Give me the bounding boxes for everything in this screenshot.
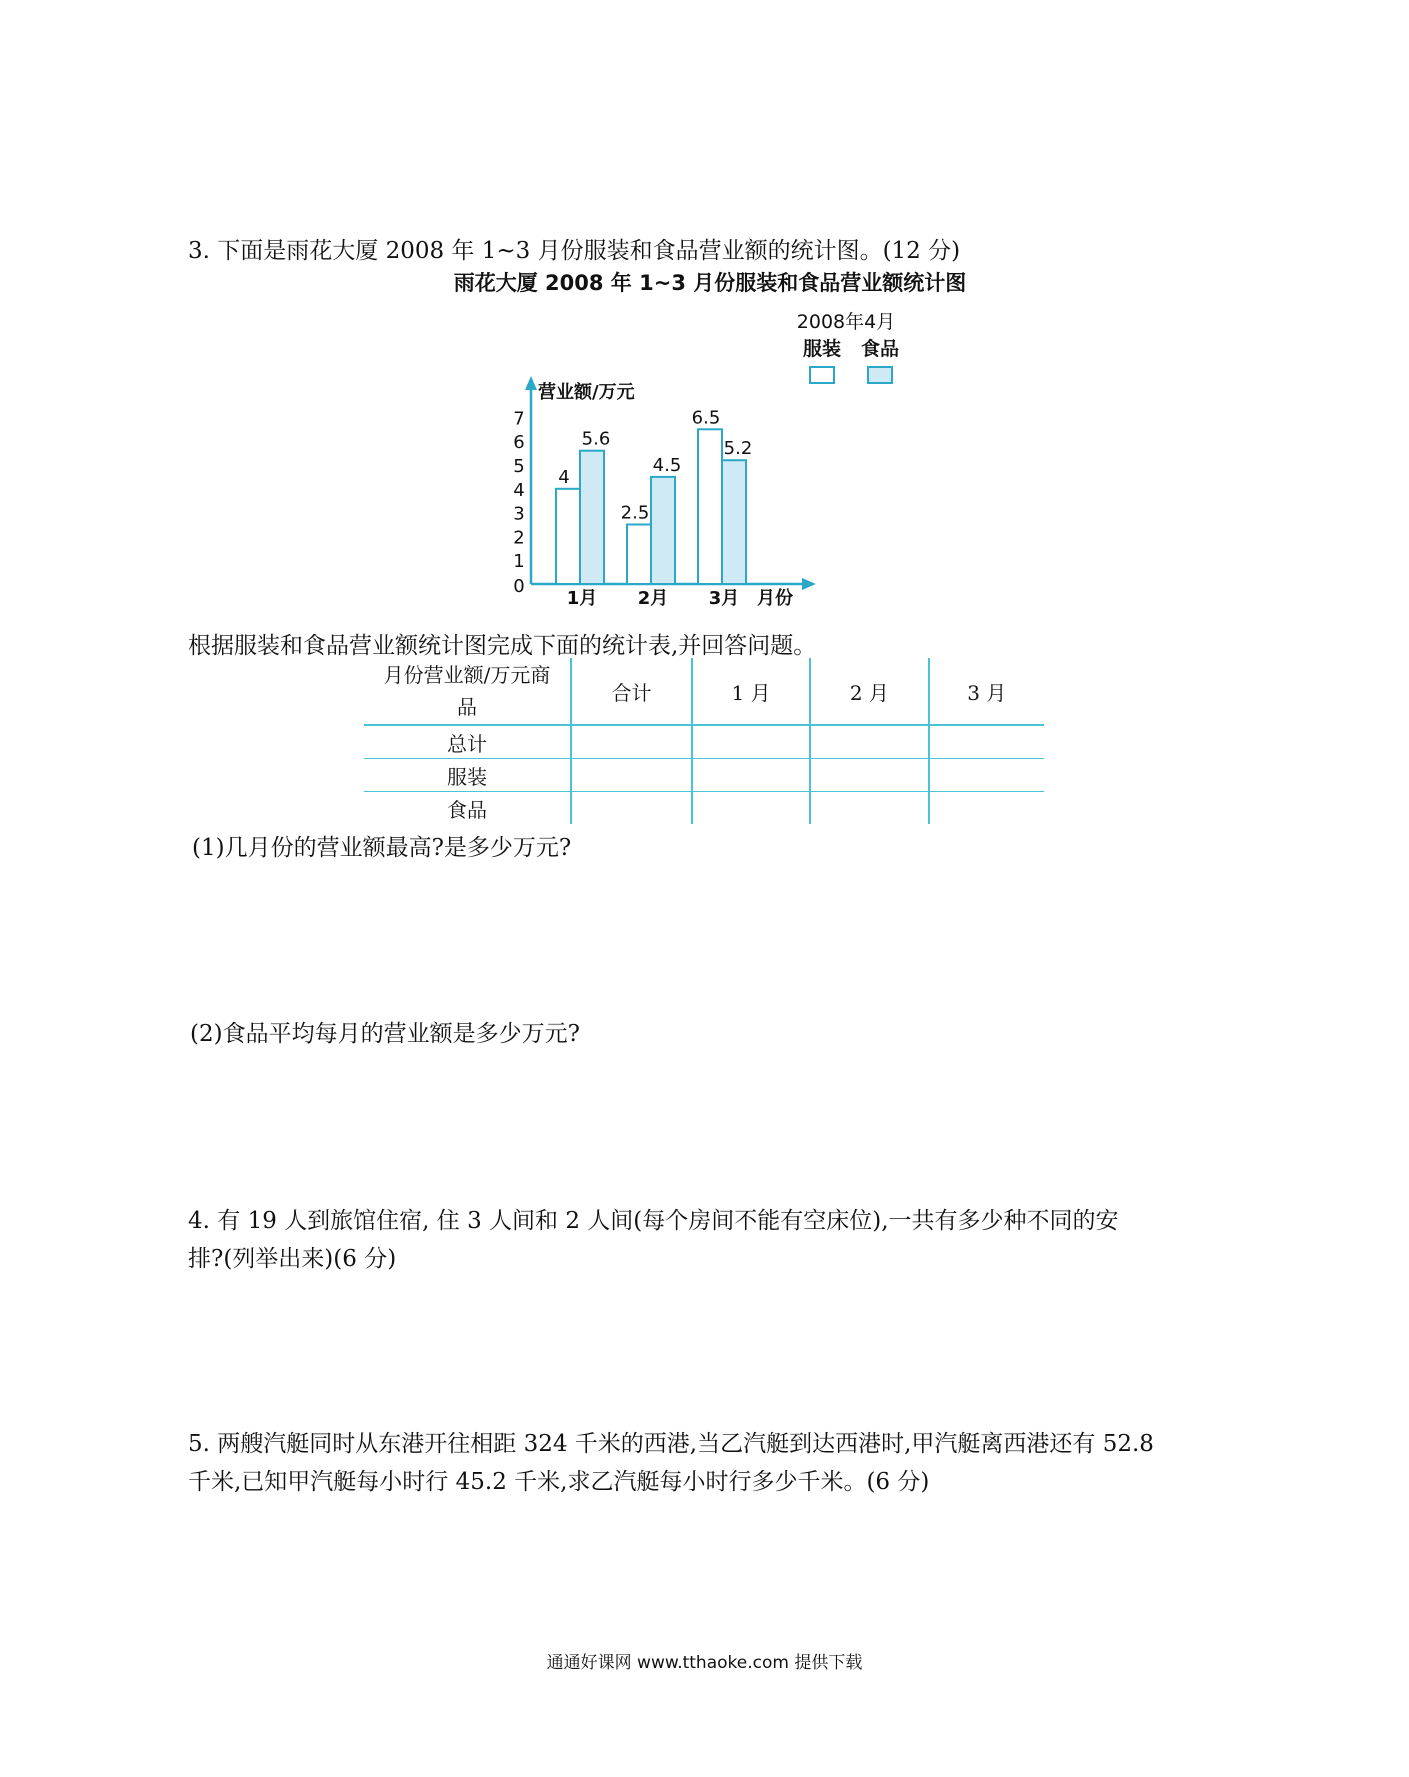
bar — [698, 429, 722, 584]
y-tick-label: 1 — [513, 551, 525, 573]
row-label-total: 总计 — [364, 725, 571, 759]
legend-date: 2008年4月 — [796, 311, 896, 333]
x-axis-categories — [567, 588, 740, 609]
header-jan: 1 月 — [692, 658, 810, 725]
question-4-line-2: 排?(列举出来)(6 分) — [188, 1246, 397, 1272]
bar — [627, 525, 651, 585]
header-mar: 3 月 — [929, 658, 1044, 725]
x-category-label: 2月 — [637, 588, 669, 609]
chart-legend — [803, 337, 899, 383]
statistics-table — [364, 658, 1044, 824]
chart-bars — [556, 407, 752, 584]
data-label: 4.5 — [652, 454, 682, 476]
corner-line-2: 品 — [457, 695, 477, 719]
y-axis-arrow — [525, 376, 537, 390]
table-cell[interactable] — [692, 725, 810, 759]
question-5-line-2: 千米,已知甲汽艇每小时行 45.2 千米,求乙汽艇每小时行多少千米。(6 分) — [188, 1469, 930, 1495]
y-axis-ticks — [513, 408, 524, 597]
table-cell[interactable] — [929, 792, 1044, 825]
question-3-2: (2)食品平均每月的营业额是多少万元? — [190, 1021, 580, 1047]
x-axis-arrow — [802, 578, 816, 590]
revenue-bar-chart — [0, 0, 1409, 620]
bar — [722, 460, 746, 584]
table-row — [364, 792, 1044, 825]
table-corner-header — [364, 658, 571, 725]
data-label: 5.2 — [723, 438, 753, 460]
table-cell[interactable] — [929, 759, 1044, 792]
table-cell[interactable] — [929, 725, 1044, 759]
y-tick-label: 7 — [513, 408, 525, 430]
y-tick-label: 3 — [513, 503, 525, 525]
y-axis-label: 营业额/万元 — [538, 382, 635, 403]
table-instruction: 根据服装和食品营业额统计图完成下面的统计表,并回答问题。 — [188, 633, 817, 659]
table-cell[interactable] — [692, 792, 810, 825]
corner-line-1: 月份营业额/万元商 — [383, 663, 551, 687]
table-cell[interactable] — [571, 792, 692, 825]
table-cell[interactable] — [810, 759, 928, 792]
legend-swatch — [810, 367, 834, 383]
question-4-line-1: 4. 有 19 人到旅馆住宿, 住 3 人间和 2 人间(每个房间不能有空床位),一共有多少种不同的安 — [188, 1208, 1119, 1234]
row-label-food: 食品 — [447, 797, 487, 822]
bar — [580, 451, 604, 584]
table-cell[interactable] — [810, 725, 928, 759]
chart-title: 雨花大厦 2008 年 1~3 月份服装和食品营业额统计图 — [453, 271, 967, 295]
x-category-label: 3月 — [708, 588, 740, 609]
x-category-label: 1月 — [566, 588, 598, 609]
bar — [556, 489, 580, 584]
table-header-row — [364, 658, 1044, 725]
legend-swatch — [868, 367, 892, 383]
legend-label: 食品 — [860, 338, 900, 360]
footer-credit: 通通好课网 www.tthaoke.com 提供下载 — [546, 1653, 863, 1673]
table-cell[interactable] — [692, 759, 810, 792]
header-feb: 2 月 — [810, 658, 928, 725]
y-tick-label: 5 — [513, 456, 525, 477]
y-tick-label: 0 — [513, 576, 525, 597]
table-cell[interactable] — [571, 759, 692, 792]
question-5-line-1: 5. 两艘汽艇同时从东港开往相距 324 千米的西港,当乙汽艇到达西港时,甲汽艇离西港还有 52.8 — [188, 1431, 1154, 1457]
table-row — [364, 759, 1044, 792]
header-total: 合计 — [571, 658, 692, 725]
y-tick-label: 4 — [513, 479, 525, 501]
y-tick-label: 2 — [513, 527, 525, 549]
table-row — [364, 725, 1044, 759]
table-cell[interactable] — [571, 725, 692, 759]
question-3-1: (1)几月份的营业额最高?是多少万元? — [192, 835, 572, 861]
row-label-clothing: 服装 — [364, 759, 571, 792]
question-3-heading: 3. 下面是雨花大厦 2008 年 1~3 月份服装和食品营业额的统计图。(12 分) — [188, 238, 961, 264]
data-label: 4 — [558, 466, 570, 488]
data-label: 6.5 — [691, 407, 721, 429]
table-cell[interactable] — [810, 792, 928, 825]
data-label: 2.5 — [620, 502, 650, 524]
y-tick-label: 6 — [513, 432, 525, 454]
x-axis-label: 月份 — [757, 588, 793, 609]
data-label: 5.6 — [581, 428, 611, 450]
legend-label: 服装 — [802, 338, 842, 360]
bar — [651, 477, 675, 584]
